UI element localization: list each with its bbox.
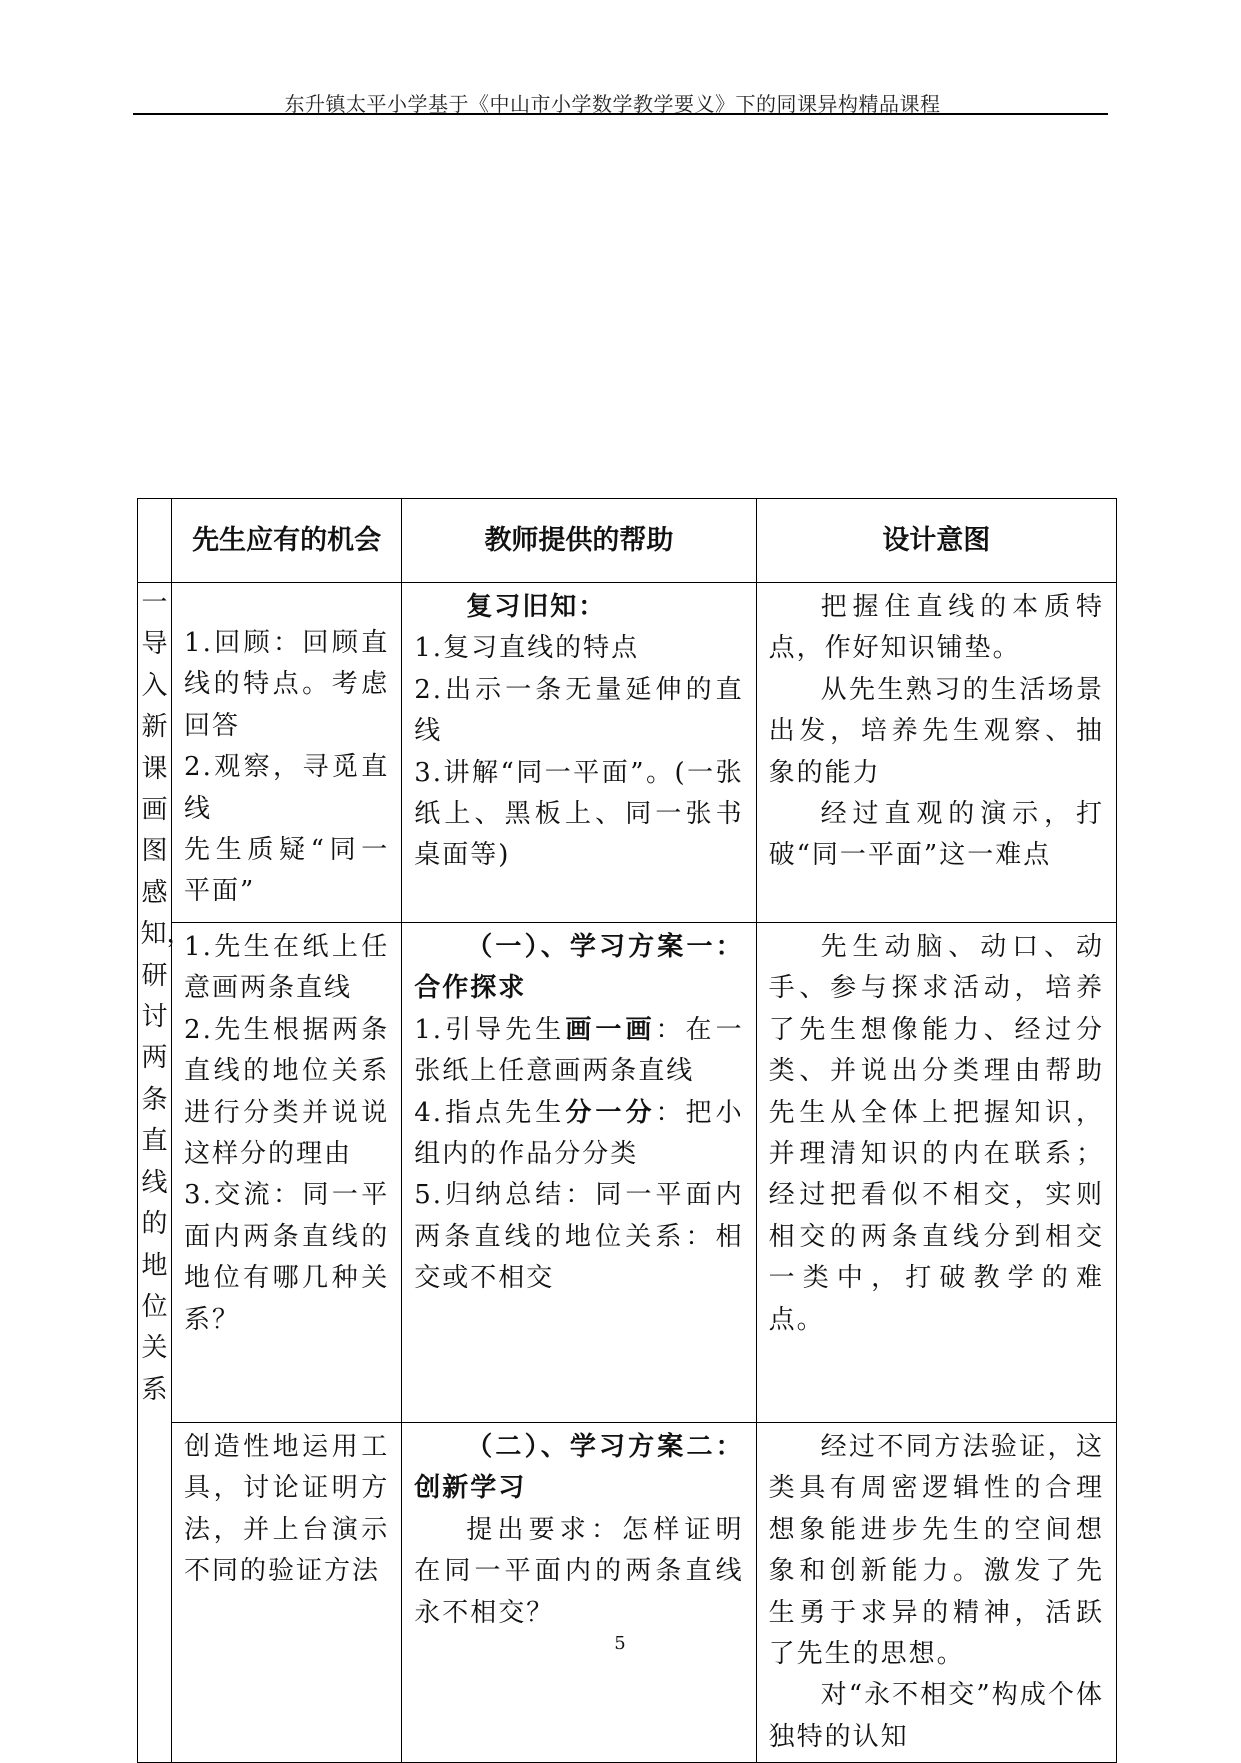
table-row [138, 1423, 1117, 1763]
teacher-section-title: （一）、学习方案一：合作探求 [414, 932, 744, 1004]
header-empty-cell [138, 499, 172, 583]
student-line: 3.交流：同一平面内两条直线的地位有哪几种关系？ [184, 1180, 390, 1335]
teacher-line-prefix: 4.指点先生 [414, 1097, 566, 1128]
student-cell [172, 923, 402, 1423]
teacher-line [414, 1093, 743, 1176]
column-header-teacher: 教师提供的帮助 [402, 499, 756, 583]
student-cell [172, 583, 402, 923]
teacher-line: 2.出示一条无量延伸的直线 [414, 674, 744, 747]
teacher-line: 1.复习直线的特点 [414, 633, 640, 664]
student-line: 1.回顾：回顾直线的特点。考虑回答 [184, 628, 390, 741]
intent-cell [756, 1423, 1116, 1763]
teacher-line: 提出要求：怎样证明在同一平面内的两条直线永不相交？ [414, 1514, 744, 1628]
teacher-line-prefix: 1.引导先生 [414, 1014, 566, 1045]
intent-cell [756, 923, 1116, 1423]
teacher-line-suffix: ：在一张纸上任意画两条直线 [414, 1014, 744, 1087]
table-header-row [138, 499, 1117, 583]
teacher-line-keyword: 分一分 [565, 1097, 656, 1128]
student-line: 先生质疑“同一平面” [184, 835, 390, 907]
stage-label: 一导入新课画图感知，研讨两条直线的地位关系 [140, 588, 193, 1405]
teacher-section-title: 复习旧知： [466, 592, 607, 622]
lesson-design-table [137, 498, 1117, 1763]
page-number: 5 [614, 1633, 626, 1654]
teacher-line: 3.讲解“同一平面”。(一张纸上、黑板上、同一张书桌面等) [414, 757, 744, 871]
column-header-student: 先生应有的机会 [172, 499, 402, 583]
teacher-line-keyword: 画一画 [565, 1014, 656, 1045]
student-line: 2.观察，寻觅直线 [184, 752, 390, 824]
student-line: 创造性地运用工具，讨论证明方法，并上台演示不同的验证方法 [184, 1432, 390, 1587]
intent-cell [756, 583, 1116, 923]
intent-paragraph: 从先生熟习的生活场景出发，培养先生观察、抽象的能力 [768, 674, 1104, 788]
intent-paragraph: 对“永不相交”构成个体独特的认知 [768, 1680, 1104, 1752]
intent-paragraph: 经过直观的演示，打破“同一平面”这一难点 [768, 799, 1104, 871]
teacher-cell [402, 923, 756, 1423]
table-row [138, 923, 1117, 1423]
teacher-cell [402, 1423, 756, 1763]
intent-paragraph: 把握住直线的本质特点，作好知识铺垫。 [768, 592, 1104, 664]
column-header-intent: 设计意图 [756, 499, 1116, 583]
stage-label-cell [138, 583, 193, 1763]
intent-paragraph: 经过不同方法验证，这类具有周密逻辑性的合理想象能进步先生的空间想象和创新能力。激发了先生勇于求异的精神，活跃了先生的思想。 [768, 1432, 1104, 1670]
page-header-title: 东升镇太平小学基于《中山市小学数学教学要义》下的同课异构精品课程 [284, 92, 941, 116]
table-row [138, 583, 1117, 923]
teacher-section-title: （二）、学习方案二：创新学习 [414, 1432, 744, 1504]
teacher-line [414, 1010, 743, 1093]
teacher-line-suffix: ：把小组内的作品分分类 [414, 1097, 744, 1170]
teacher-line: 5.归纳总结：同一平面内两条直线的地位关系：相交或不相交 [414, 1180, 744, 1294]
teacher-cell [402, 583, 756, 923]
intent-paragraph: 先生动脑、动口、动手、参与探求活动，培养了先生想像能力、经过分类、并说出分类理由帮助先生从全体上把握知识，并理清知识的内在联系；经过把看似不相交，实则相交的两条直线分到相交一类中，打破教学的难点。 [768, 932, 1104, 1335]
student-line: 2.先生根据两条直线的地位关系进行分类并说说这样分的理由 [184, 1014, 390, 1170]
student-line: 1.先生在纸上任意画两条直线 [184, 932, 390, 1004]
header-rule [133, 113, 1108, 115]
student-cell [172, 1423, 402, 1763]
